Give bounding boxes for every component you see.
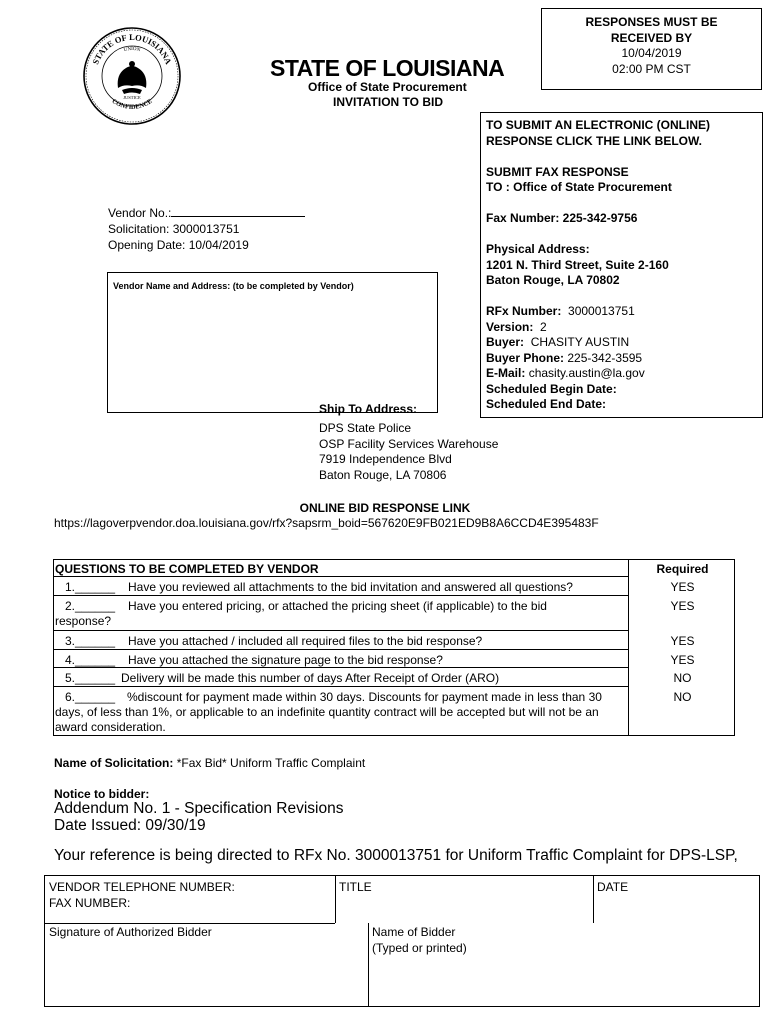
vendor-info (108, 204, 305, 253)
online-link-title: ONLINE BID RESPONSE LINK (299, 501, 471, 515)
seal-bottom-text: CONFIDENCE (110, 97, 154, 112)
buyer-email: E-Mail: chasity.austin@la.gov (486, 366, 645, 380)
page-title: STATE OF LOUISIANA (270, 55, 505, 81)
bidder-name-hint: (Typed or printed) (372, 941, 467, 955)
reference-text: Your reference is being directed to RFx No. 3000013751 for Uniform Traffic Complaint for DPS-LSP, (54, 847, 738, 864)
solicitation-name: Name of Solicitation: *Fax Bid* Uniform Traffic Complaint (54, 756, 366, 770)
question-number[interactable]: 1.______ (65, 580, 116, 594)
response-line1: RESPONSES MUST BE (585, 15, 718, 29)
office-name: Office of State Procurement (308, 80, 467, 94)
question-number[interactable]: 4.______ (65, 653, 116, 667)
question-text: Have you entered pricing, or attached the pricing sheet (if applicable) to the bid (128, 599, 547, 613)
vendor-fax-label[interactable]: FAX NUMBER: (49, 896, 131, 910)
vendor-name-address-box[interactable] (107, 272, 438, 413)
vendor-number: Vendor No.: (108, 204, 305, 221)
bidder-name-label[interactable]: Name of Bidder (372, 925, 456, 939)
physical-address-label: Physical Address: (486, 242, 590, 256)
online-response-line2: RESPONSE CLICK THE LINK BELOW. (486, 133, 703, 148)
question-text: Delivery will be made this number of days After Receipt of Order (ARO) (121, 671, 500, 685)
question-number[interactable]: 3.______ (65, 634, 116, 648)
question-text: %discount for payment made within 30 days. Discounts for payment made in less than 30 (127, 690, 602, 704)
date-label[interactable]: DATE (597, 880, 629, 894)
question-required: YES (670, 580, 695, 594)
opening-date: Opening Date: 10/04/2019 (108, 238, 249, 252)
addendum-title: Addendum No. 1 - Specification Revisions (54, 800, 344, 817)
question-required: NO (673, 690, 692, 704)
signature-table (44, 875, 760, 1007)
question-text: Have you attached the signature page to the bid response? (128, 653, 443, 667)
question-text-cont: days, of less than 1%, or applicable to an indefinite quantity contract will be accepted but will not be an (55, 705, 599, 719)
response-line2: RECEIVED BY (610, 30, 693, 45)
buyer-phone: Buyer Phone: 225-342-3595 (486, 350, 643, 365)
ship-to-line3: 7919 Independence Blvd (319, 452, 452, 467)
question-required: NO (673, 671, 692, 685)
question-number[interactable]: 5.______ (65, 671, 116, 685)
ship-to-address (319, 402, 498, 484)
question-text: Have you reviewed all attachments to the bid invitation and answered all questions? (128, 580, 573, 594)
physical-address-line1: 1201 N. Third Street, Suite 2-160 (486, 257, 669, 272)
physical-address-line2: Baton Rouge, LA 70802 (486, 273, 620, 287)
title-label[interactable]: TITLE (339, 880, 372, 894)
online-response-line1: TO SUBMIT AN ELECTRONIC (ONLINE) (486, 118, 710, 132)
question-text: Have you attached / included all required files to the bid response? (128, 634, 483, 648)
ship-to-line1: DPS State Police (319, 420, 412, 435)
vendor-number-field[interactable] (171, 204, 305, 217)
notice-label: Notice to bidder: (54, 787, 150, 801)
question-text-cont: response? (55, 614, 112, 628)
question-required: YES (670, 599, 695, 613)
online-bid-link[interactable]: https://lagoverpvendor.doa.louisiana.gov/rfx?sapsrm_boid=567620E9FB021ED9B8A6CCD4E395483F (54, 516, 599, 530)
submission-info-box (480, 112, 763, 418)
fax-response-to: TO : Office of State Procurement (486, 180, 672, 194)
ship-to-label: Ship To Address: (319, 402, 418, 416)
rfx-number: RFx Number: 3000013751 (486, 304, 635, 318)
questions-header: QUESTIONS TO BE COMPLETED BY VENDOR (55, 562, 319, 576)
addendum-date: Date Issued: 09/30/19 (54, 817, 206, 834)
response-date: 10/04/2019 (621, 46, 682, 60)
question-text-cont2: award consideration. (55, 720, 166, 734)
question-required: YES (670, 634, 695, 648)
document-type: INVITATION TO BID (333, 95, 443, 109)
fax-number: Fax Number: 225-342-9756 (486, 211, 638, 225)
fax-response-title: SUBMIT FAX RESPONSE (486, 164, 629, 179)
ship-to-line4: Baton Rouge, LA 70806 (319, 468, 447, 483)
seal-union-text: UNION (123, 46, 141, 54)
vendor-phone-label[interactable]: VENDOR TELEPHONE NUMBER: (49, 880, 235, 894)
required-header: Required (656, 562, 709, 576)
ship-to-line2: OSP Facility Services Warehouse (319, 436, 499, 451)
solicitation-number: Solicitation: 3000013751 (108, 222, 240, 236)
response-time: 02:00 PM CST (612, 61, 691, 76)
vendor-questions-table (53, 559, 735, 736)
signature-label[interactable]: Signature of Authorized Bidder (49, 925, 212, 939)
version: Version: 2 (486, 319, 547, 334)
response-deadline-box (541, 8, 762, 90)
seal-justice-text: JUSTICE (123, 95, 141, 100)
scheduled-begin-date: Scheduled Begin Date: (486, 381, 617, 396)
state-seal-logo (82, 26, 182, 126)
seal-arc-text: STATE OF LOUISIANA (90, 31, 174, 66)
buyer: Buyer: CHASITY AUSTIN (486, 335, 630, 349)
question-number[interactable]: 6.______ (65, 690, 116, 704)
scheduled-end-date: Scheduled End Date: (486, 397, 607, 411)
question-required: YES (670, 653, 695, 667)
vendor-name-address-label: Vendor Name and Address: (to be completed by Vendor) (113, 281, 354, 291)
question-number[interactable]: 2.______ (65, 599, 116, 613)
